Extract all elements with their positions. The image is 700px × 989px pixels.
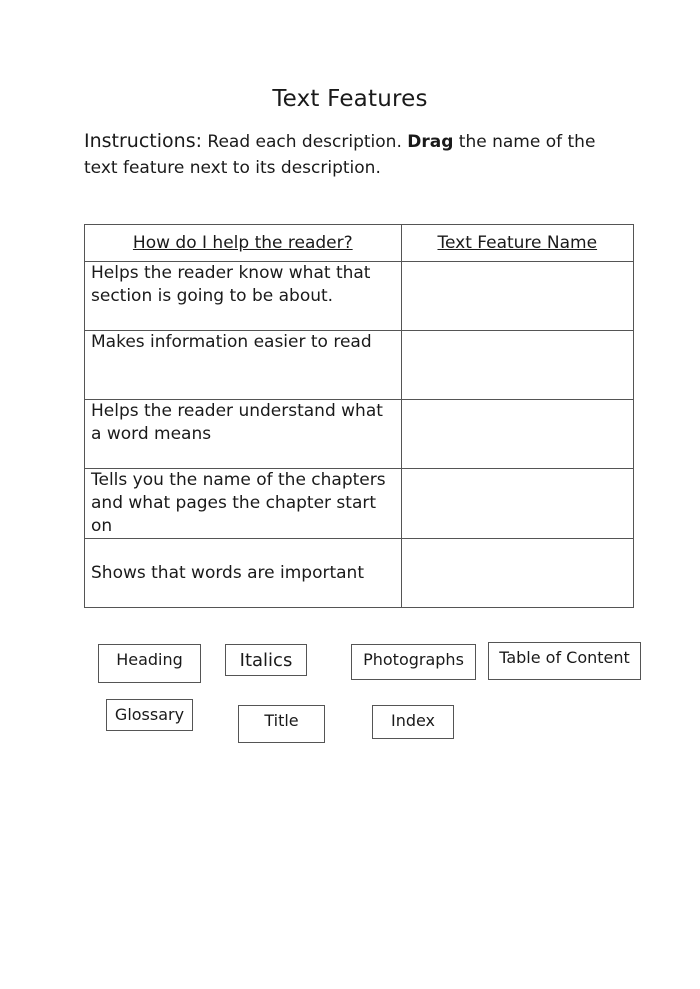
table-row [85,469,634,539]
row-description: Helps the reader know what that section is going to be about. [85,262,402,331]
answer-drop-zone[interactable] [401,400,633,469]
draggable-option-italics[interactable]: Italics [225,644,307,676]
text-features-table [84,224,634,608]
header-description: How do I help the reader? [85,225,402,262]
table-row [85,331,634,400]
instructions-text-2: the name of the text feature next to its description. [84,132,596,178]
draggable-option-heading[interactable]: Heading [98,644,201,683]
draggable-option-glossary[interactable]: Glossary [106,699,193,731]
instructions [84,128,624,181]
row-description: Helps the reader understand what a word means [85,400,402,469]
instructions-text-1: Read each description. [202,132,408,152]
answer-drop-zone[interactable] [401,331,633,400]
header-feature-name: Text Feature Name [401,225,633,262]
row-description: Makes information easier to read [85,331,402,400]
table-row [85,539,634,608]
row-description: Tells you the name of the chapters and what pages the chapter start on [85,469,402,539]
table-header-row [85,225,634,262]
table-row [85,400,634,469]
instructions-lead: Instructions: [84,130,202,152]
answer-drop-zone[interactable] [401,539,633,608]
row-description: Shows that words are important [85,539,402,608]
table-row [85,262,634,331]
page-title: Text Features [272,86,428,112]
answer-drop-zone[interactable] [401,469,633,539]
draggable-option-title[interactable]: Title [238,705,325,743]
draggable-option-table-of-content[interactable]: Table of Content [488,642,641,680]
draggable-option-index[interactable]: Index [372,705,454,739]
draggable-option-photographs[interactable]: Photographs [351,644,476,680]
instructions-drag-word: Drag [407,132,454,152]
answer-drop-zone[interactable] [401,262,633,331]
